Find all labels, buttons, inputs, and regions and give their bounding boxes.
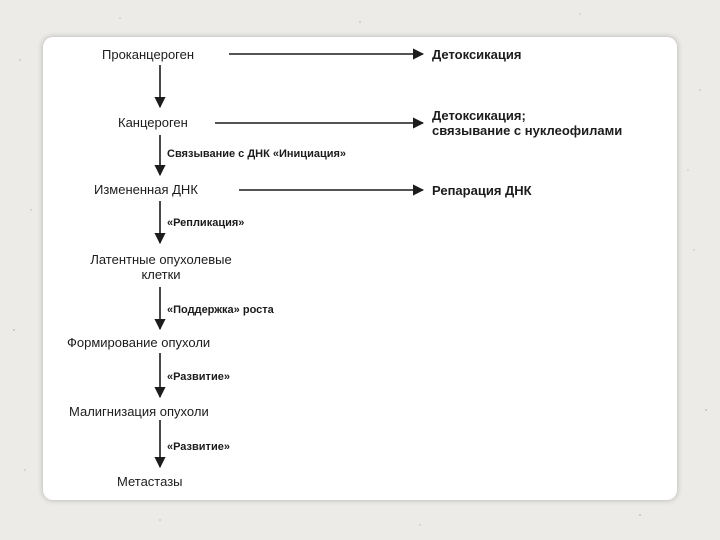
step-development-1: «Развитие» [167, 371, 230, 383]
outcome-detox-line-2: связывание с нуклеофилами [432, 123, 623, 138]
node-latent-line-1: Латентные опухолевые [90, 252, 232, 267]
node-metastases: Метастазы [117, 474, 183, 489]
node-tumor-formation: Формирование опухоли [67, 335, 211, 350]
node-carcinogen: Канцероген [118, 115, 188, 130]
step-growth-support: «Поддержка» роста [167, 304, 274, 316]
diagram-card [43, 37, 677, 500]
node-procarcinogen: Проканцероген [102, 47, 195, 62]
node-latent-tumor-cells [66, 252, 256, 282]
step-replication: «Репликация» [167, 217, 245, 229]
node-malignization: Малигнизация опухоли [69, 404, 209, 419]
outcome-detox-nucleophiles [432, 108, 622, 138]
outcome-dna-repair: Репарация ДНК [432, 183, 532, 198]
step-development-2: «Развитие» [167, 441, 230, 453]
node-altered-dna: Измененная ДНК [94, 182, 198, 197]
outcome-detoxification: Детоксикация [432, 47, 522, 62]
step-initiation: Связывание с ДНК «Инициация» [167, 148, 347, 160]
node-latent-line-2: клетки [141, 267, 181, 282]
outcome-detox-line-1: Детоксикация; [432, 108, 526, 123]
